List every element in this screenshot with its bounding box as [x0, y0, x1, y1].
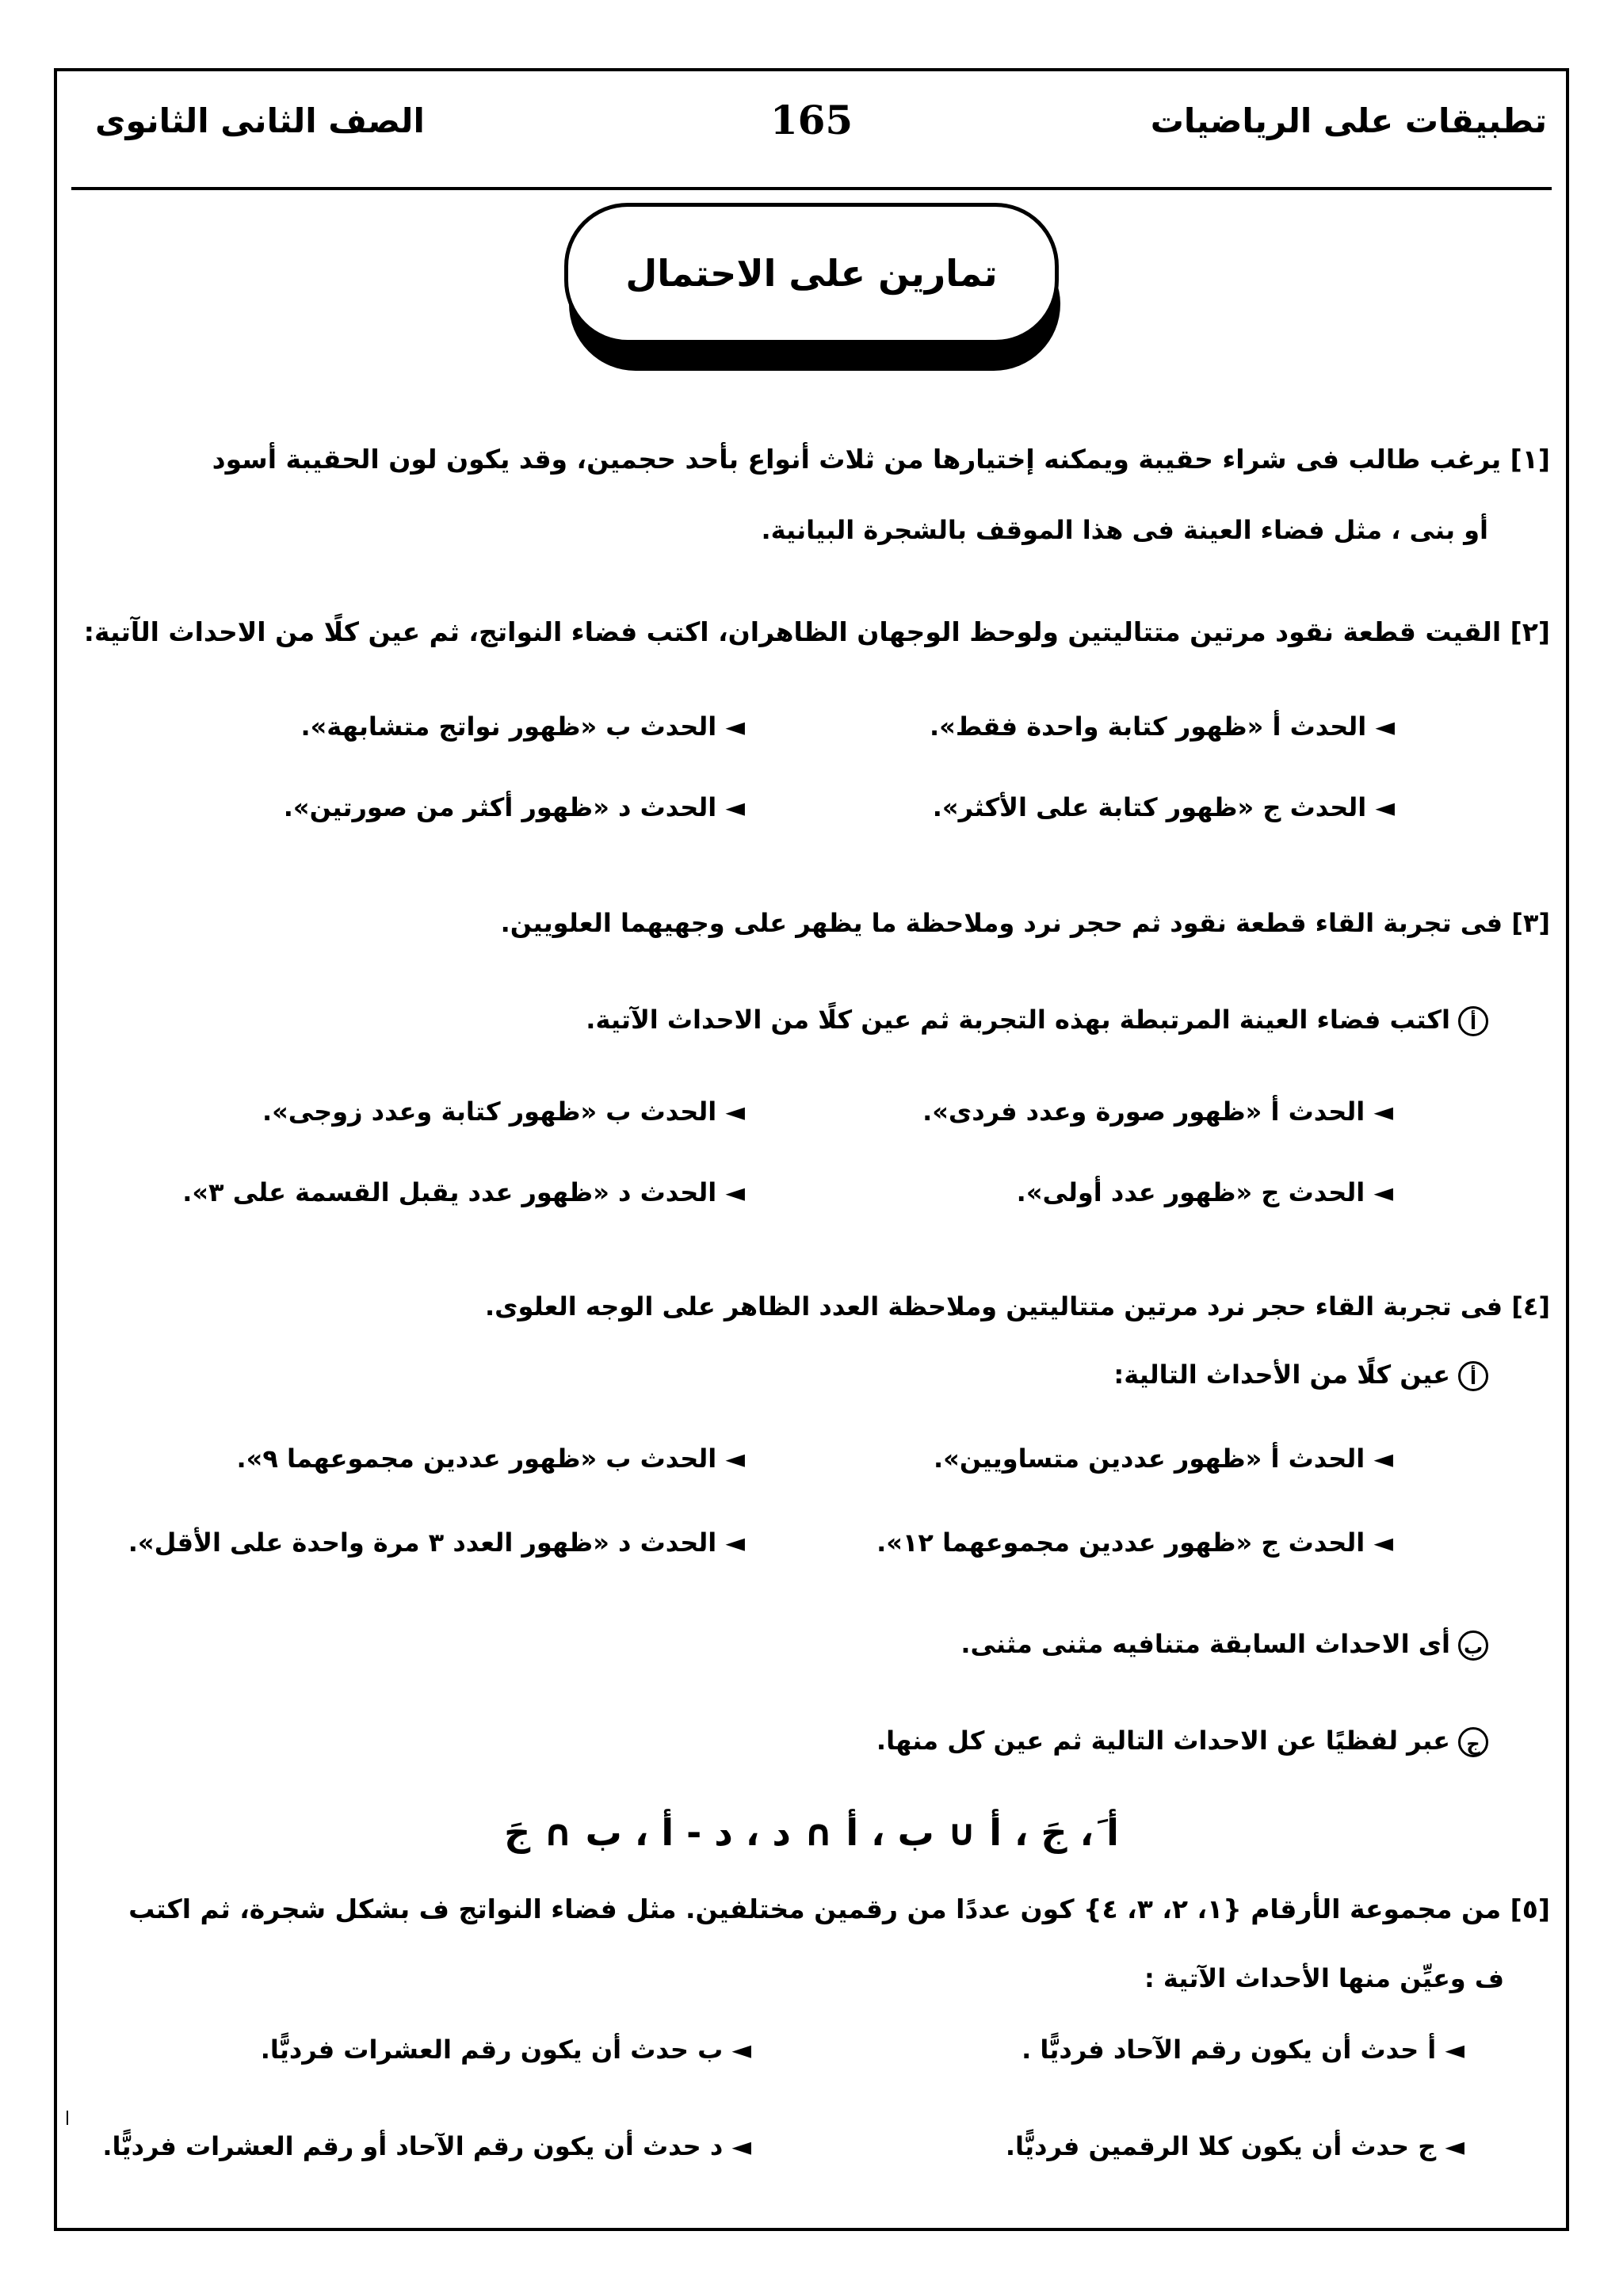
q4-part-b-text: أى الاحداث السابقة متنافيه مثنى مثنى.: [960, 1629, 1450, 1659]
part-b-marker: ب: [1458, 1630, 1488, 1661]
q2-event-c: ◄ الحدث ج «ظهور كتابة على الأكثر».: [932, 792, 1395, 822]
part-c-marker: ج: [1458, 1727, 1488, 1757]
margin-mark: [67, 2111, 68, 2125]
q3-event-b: ◄ الحدث ب «ظهور كتابة وعدد زوجى».: [262, 1097, 745, 1127]
q4-event-a: ◄ الحدث أ «ظهور عددين متساويين».: [933, 1444, 1393, 1474]
q5-event-d: ◄ د حدث أن يكون رقم الآحاد أو رقم العشرات فرديًّا.: [102, 2131, 751, 2161]
q1-line2: أو بنى ، مثل فضاء العينة فى هذا الموقف بالشجرة البيانية.: [761, 515, 1488, 545]
q3-stem: [٣] فى تجربة القاء قطعة نقود ثم حجر نرد وملاحظة ما يظهر على وجهيهما العلويين.: [500, 908, 1550, 938]
q2-event-b: ◄ الحدث ب «ظهور نواتج متشابهة».: [300, 711, 745, 742]
q3-part-a: [586, 1005, 1488, 1036]
q4-event-c: ◄ الحدث ج «ظهور عددين مجموعهما ١٢».: [876, 1527, 1393, 1558]
q5-event-c: ◄ ج حدث أن يكون كلا الرقمين فرديًّا.: [1005, 2131, 1465, 2161]
part-a-marker: أ: [1458, 1006, 1488, 1036]
q3-event-c: ◄ الحدث ج «ظهور عدد أولى».: [1016, 1177, 1393, 1207]
q5-event-b: ◄ ب حدث أن يكون رقم العشرات فرديًّا.: [260, 2035, 751, 2065]
q4-part-a-text: عين كلًا من الأحداث التالية:: [1113, 1360, 1450, 1390]
q5-line1: [٥] من مجموعة الأرقام {١، ٢، ٣، ٤} كون عددًا من رقمين مختلفين. مثل فضاء النواتج ف بشكل شجرة، ثم اكتب: [128, 1894, 1550, 1924]
q1-line1: [١] يرغب طالب فى شراء حقيبة ويمكنه إختيارها من ثلاث أنواع بأحد حجمين، وقد يكون لون الحقيبة أسود: [212, 444, 1550, 475]
q4-part-a: [1113, 1360, 1488, 1391]
q2-stem: [٢] القيت قطعة نقود مرتين متتاليتين ولوحظ الوجهان الظاهران، اكتب فضاء النواتج، ثم عين كلًا من الاحداث الآتية:: [83, 616, 1550, 647]
q3-part-a-text: اكتب فضاء العينة المرتبطة بهذه التجربة ثم عين كلًا من الاحداث الآتية.: [586, 1005, 1450, 1035]
part-a-marker: أ: [1458, 1361, 1488, 1391]
book-title: تطبيقات على الرياضيات: [1150, 101, 1547, 140]
q4-part-c-text: عبر لفظيًا عن الاحداث التالية ثم عين كل منها.: [876, 1726, 1450, 1756]
q5-line2: ف وعيِّن منها الأحداث الآتية :: [1144, 1963, 1504, 1993]
q4-part-c: [876, 1726, 1488, 1757]
set-expressions: أ َ، جَ ، أ ∪ ب ، أ ∩ د ، د - أ ، ب ∩ جَ: [504, 1811, 1119, 1854]
q2-event-a: ◄ الحدث أ «ظهور كتابة واحدة فقط».: [929, 711, 1395, 742]
q3-event-a: ◄ الحدث أ «ظهور صورة وعدد فردى».: [922, 1097, 1393, 1127]
section-title: تمارين على الاحتمال: [564, 203, 1059, 344]
header-rule: [71, 187, 1552, 190]
grade-label: الصف الثانى الثانوى: [95, 101, 425, 140]
q5-event-a: ◄ أ حدث أن يكون رقم الآحاد فرديًّا .: [1022, 2035, 1465, 2065]
q4-stem: [٤] فى تجربة القاء حجر نرد مرتين متتاليتين وملاحظة العدد الظاهر على الوجه العلوى.: [485, 1291, 1550, 1322]
q2-event-d: ◄ الحدث د «ظهور أكثر من صورتين».: [283, 792, 745, 822]
page-number: 165: [769, 97, 854, 143]
q3-event-d: ◄ الحدث د «ظهور عدد يقبل القسمة على ٣».: [182, 1177, 745, 1207]
q4-part-b: [960, 1629, 1488, 1661]
q4-event-d: ◄ الحدث د «ظهور العدد ٣ مرة واحدة على الأقل».: [128, 1527, 745, 1558]
q4-event-b: ◄ الحدث ب «ظهور عددين مجموعهما ٩».: [236, 1444, 745, 1474]
